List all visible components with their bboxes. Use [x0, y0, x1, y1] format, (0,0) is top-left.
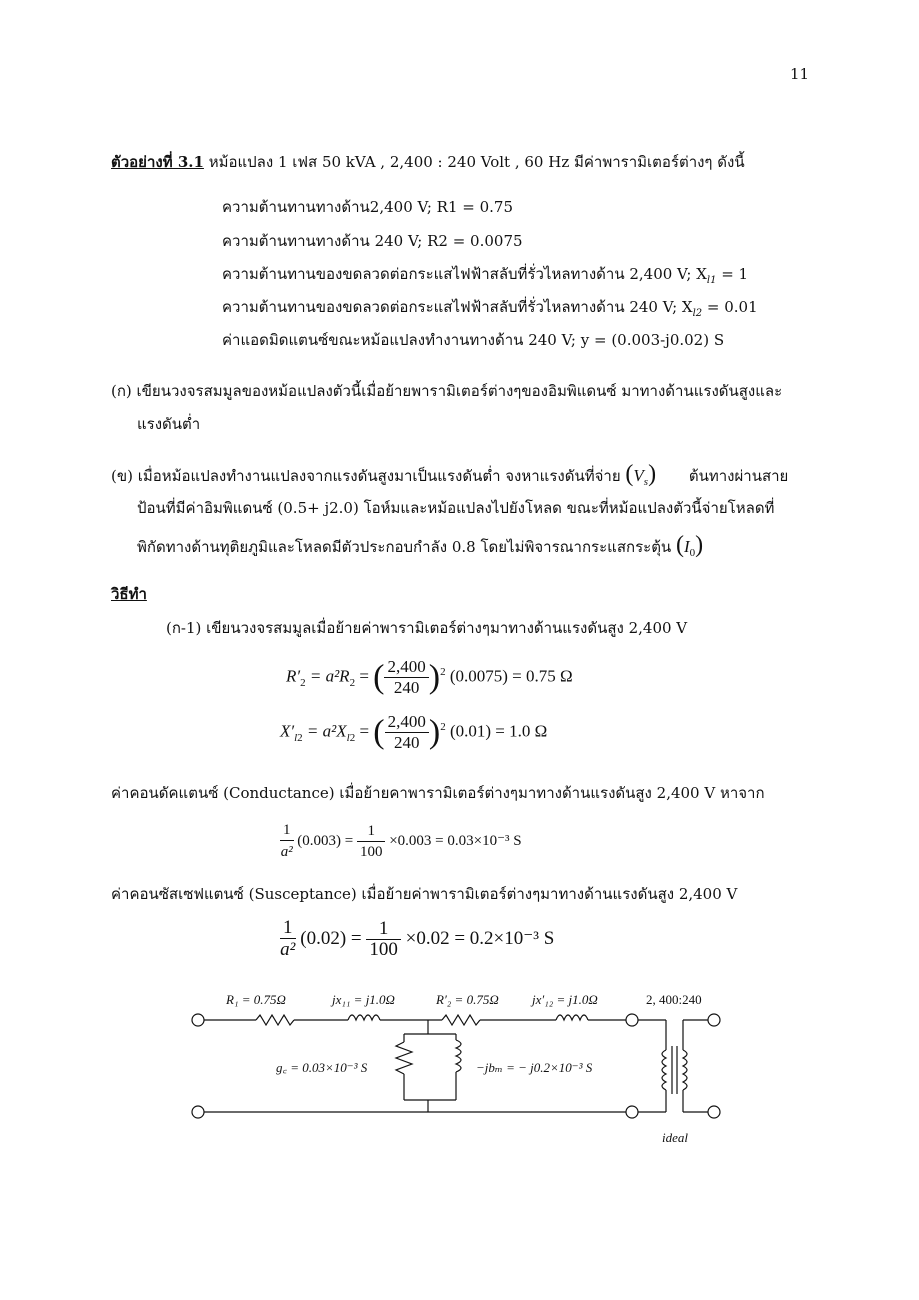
part-b-line1: (ข) เมื่อหม้อแปลงทำงานแปลงจากแรงดันสูงมาเป็นแรงดันต่ำ จงหาแรงดันที่จ่าย $(V_s)$ ต้นทางผ่านสาย [111, 461, 789, 488]
example-intro: หม้อแปลง 1 เฟส 50 kVA , 2,400 : 240 Volt , 60 Hz มีค่าพารามิเตอร์ต่างๆ ดังนี้ [208, 153, 745, 171]
param-3: ความต้านทานของขดลวดต่อกระแสไฟฟ้าสลับที่รั่วไหลทางด้าน 2,400 V; $X_{l1} = 1$ [222, 265, 749, 286]
param-4: ความต้านทานของขดลวดต่อกระแสไฟฟ้าสลับที่รั่วไหลทางด้าน 240 V; $X_{l2} = 0.01$ [222, 298, 758, 319]
param-1: ความต้านทานทางด้าน2,400 V; R1 = 0.75 [222, 198, 513, 216]
inductor-x12p [556, 1015, 588, 1020]
transformer-primary-coil [662, 1050, 666, 1090]
label-r2p: R′₂ = 0.75Ω [436, 992, 499, 1007]
resistor-r2p [442, 1015, 480, 1025]
part-b-line3: พิกัดทางด้านทุติยภูมิและโหลดมีตัวประกอบกำลัง 0.8 โดยไม่พิจารณากระแสกระตุ้น $(I_0)$ [137, 532, 704, 559]
conductance-text: ค่าคอนดัคแตนซ์ (Conductance) เมื่อย้ายคาพารามิเตอร์ต่างๆมาทางด้านแรงดันสูง 2,400 V หาจาก [111, 784, 765, 802]
inductor-x11 [348, 1015, 380, 1020]
inductor-bm [456, 1040, 461, 1072]
label-ratio: 2, 400:240 [646, 992, 702, 1007]
terminal-mid-top [626, 1014, 638, 1026]
terminal-mid-bottom [626, 1106, 638, 1118]
label-x11: jx₁₁ = j1.0Ω [332, 992, 395, 1007]
label-x12p: jx′₁₂ = j1.0Ω [532, 992, 598, 1007]
resistor-gc [396, 1042, 412, 1074]
terminal-left-bottom [192, 1106, 204, 1118]
resistor-r1 [256, 1015, 294, 1025]
terminal-right-bottom [708, 1106, 720, 1118]
solution-step: (ก-1) เขียนวงจรสมมูลเมื่อย้ายค่าพารามิเตอร์ต่างๆมาทางด้านแรงดันสูง 2,400 V [166, 619, 688, 637]
equation-susceptance: $\frac{1}{\text{a²}} (0.02)$ = $\frac{1}{100}$ ×0.02 = 0.2×10⁻³ S [280, 917, 555, 960]
equivalent-circuit-diagram [180, 982, 740, 1152]
terminal-right-top [708, 1014, 720, 1026]
solution-heading: วิธีทำ [111, 585, 147, 603]
param-2: ความต้านทานทางด้าน 240 V; R2 = 0.0075 [222, 232, 523, 250]
label-gc: g꜀ = 0.03×10⁻³ S [276, 1060, 368, 1075]
equation-x12-prime: $X'_{l2} = a^2X_{l2}$ = ( $\frac{2,400}{240}$ )$^2$ (0.01) = 1.0 Ω [280, 712, 548, 752]
equation-conductance: $\frac{1}{\text{a²}} (0.003)$ = $\frac{1}{100}$ ×0.003 = 0.03×10⁻³ S [280, 822, 522, 860]
susceptance-text: ค่าคอนซัสเซฟแตนซ์ (Susceptance) เมื่อย้ายค่าพารามิเตอร์ต่างๆมาทางด้านแรงดันสูง 2,400 V [111, 885, 738, 903]
param-5: ค่าแอดมิดแตนซ์ขณะหม้อแปลงทำงานทางด้าน 240 V; y = (0.003-j0.02) S [222, 331, 725, 349]
label-ideal: ideal [662, 1130, 688, 1145]
terminal-left-top [192, 1014, 204, 1026]
part-a-line2: แรงดันต่ำ [137, 415, 201, 433]
label-bm: −jbₘ = − j0.2×10⁻³ S [476, 1060, 593, 1075]
example-title: ตัวอย่างที่ 3.1 [111, 153, 204, 171]
part-a-line1: (ก) เขียนวงจรสมมูลของหม้อแปลงตัวนี้เมื่อย้ายพารามิเตอร์ต่างๆของอิมพิแดนซ์ มาทางด้านแรงดันสูงและ [111, 382, 783, 400]
equation-r2-prime: $R'_2 = a^2R_2$ = ( $\frac{2,400}{240}$ )$^2$ (0.0075) = 0.75 Ω [286, 657, 573, 697]
label-r1: R₁ = 0.75Ω [226, 992, 286, 1007]
part-b-line2: ป้อนที่มีค่าอิมพิแดนซ์ (0.5+ j2.0) โอห์มและหม้อแปลงไปยังโหลด ขณะที่หม้อแปลงตัวนี้จ่ายโหลดที่ [137, 499, 775, 517]
page-number: 11 [790, 65, 810, 83]
example-heading [111, 152, 745, 172]
transformer-secondary-coil [683, 1050, 687, 1090]
